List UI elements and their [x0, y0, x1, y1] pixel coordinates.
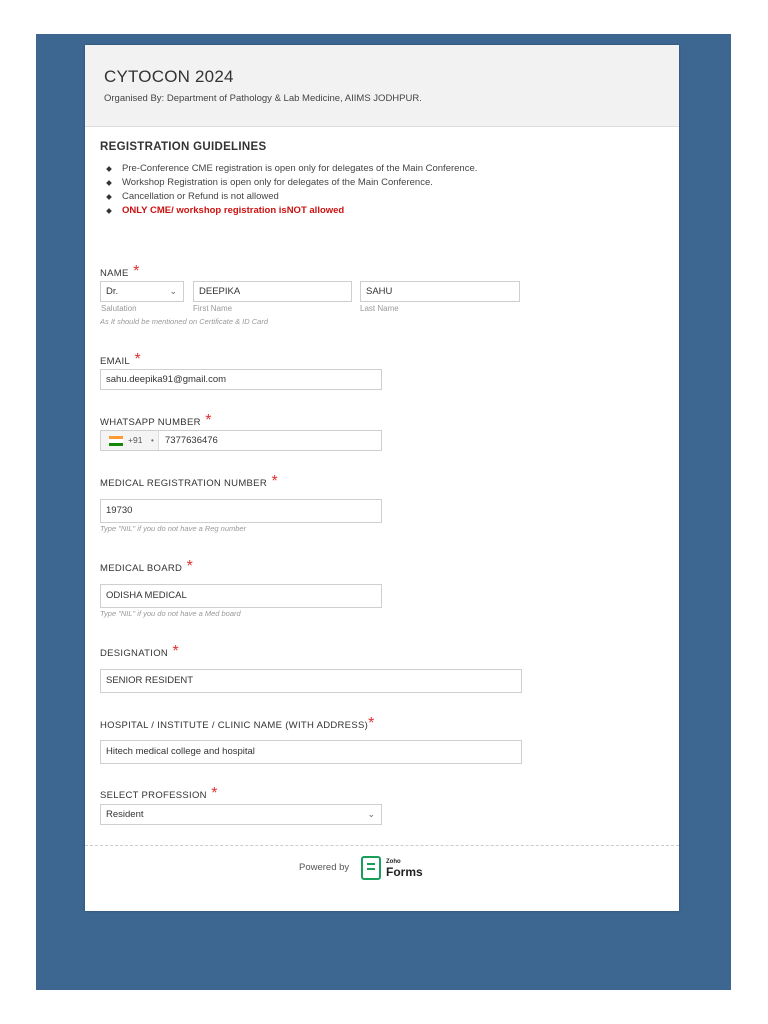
profession-select[interactable]: Resident ⌄ [100, 804, 382, 825]
whatsapp-number-value: 7377636476 [165, 435, 218, 446]
form-title: CYTOCON 2024 [104, 67, 234, 86]
logo-brand-small: Zoho [386, 859, 401, 865]
reg-number-input[interactable]: 19730 [100, 499, 382, 523]
guideline-item-warning: ONLY CME/ workshop registration isNOT allowed [106, 204, 679, 218]
medical-board-hint: Type "NIL" if you do not have a Med board [100, 609, 241, 618]
logo-brand-large: Forms [386, 865, 423, 879]
chevron-down-icon: ⌄ [367, 809, 375, 819]
guideline-item: Workshop Registration is open only for delegates of the Main Conference. [106, 176, 679, 190]
profession-field-label: SELECT PROFESSION * [100, 785, 218, 802]
india-flag-icon [109, 436, 123, 446]
designation-input[interactable]: SENIOR RESIDENT [100, 669, 522, 693]
bullet-icon [106, 194, 112, 200]
form-header [85, 45, 679, 127]
salutation-sublabel: Salutation [101, 304, 137, 313]
powered-by-text: Powered by [299, 862, 350, 873]
designation-field-label: DESIGNATION * [100, 643, 179, 660]
guideline-item: Pre-Conference CME registration is open only for delegates of the Main Conference. [106, 162, 679, 176]
reg-number-field-label: MEDICAL REGISTRATION NUMBER * [100, 473, 278, 490]
zoho-forms-logo-icon [361, 856, 381, 880]
guidelines-list [100, 162, 679, 218]
bullet-icon [106, 166, 112, 172]
whatsapp-field-label: WHATSAPP NUMBER * [100, 412, 212, 429]
guidelines-heading: REGISTRATION GUIDELINES [100, 141, 267, 153]
registration-guidelines [85, 127, 679, 218]
bullet-icon [106, 208, 112, 214]
email-field-label: EMAIL * [100, 351, 141, 368]
salutation-select[interactable]: Dr. ⌄ [100, 281, 184, 302]
last-name-sublabel: Last Name [360, 304, 399, 313]
hospital-field-label: HOSPITAL / INSTITUTE / CLINIC NAME (WITH ADDRESS)* [100, 715, 375, 732]
hospital-input[interactable]: Hitech medical college and hospital [100, 740, 522, 764]
medical-board-field-label: MEDICAL BOARD * [100, 558, 193, 575]
country-code-select[interactable]: +91 • [101, 431, 159, 450]
chevron-down-icon: ⌄ [169, 286, 177, 296]
name-field-label: NAME * [100, 263, 140, 280]
name-hint: As It should be mentioned on Certificate & ID Card [100, 317, 269, 326]
form-subtitle: Organised By: Department of Pathology & Lab Medicine, AIIMS JODHPUR. [104, 93, 422, 104]
form-card [85, 45, 679, 911]
last-name-input[interactable]: SAHU [360, 281, 520, 302]
whatsapp-input[interactable] [100, 430, 382, 451]
footer-divider [85, 845, 679, 846]
chevron-down-icon: • [151, 436, 154, 445]
bullet-icon [106, 180, 112, 186]
guideline-item: Cancellation or Refund is not allowed [106, 190, 679, 204]
reg-number-hint: Type "NIL" if you do not have a Reg number [100, 524, 247, 533]
medical-board-input[interactable]: ODISHA MEDICAL [100, 584, 382, 608]
email-input[interactable]: sahu.deepika91@gmail.com [100, 369, 382, 390]
first-name-sublabel: First Name [193, 304, 233, 313]
first-name-input[interactable]: DEEPIKA [193, 281, 352, 302]
